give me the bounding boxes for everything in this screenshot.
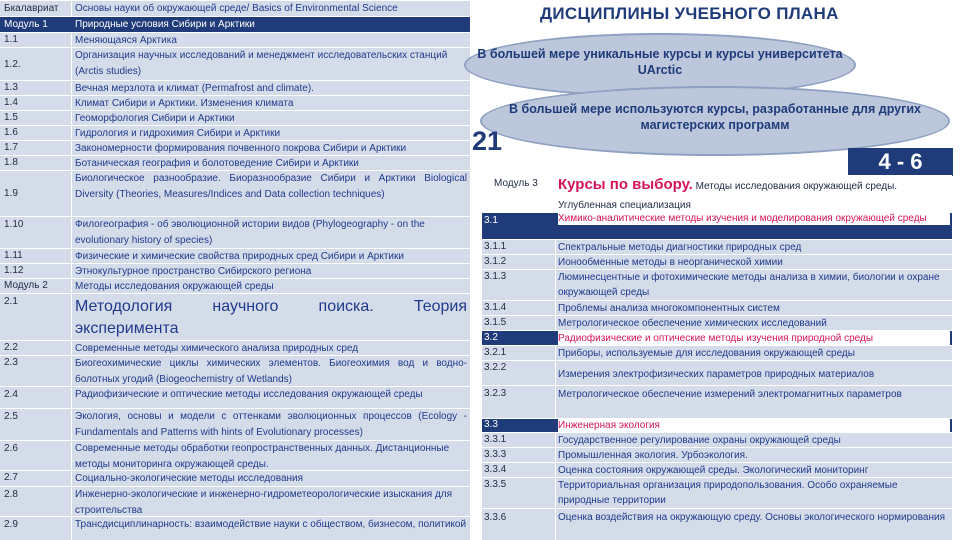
section-row [482, 212, 952, 239]
row-text: Закономерности формирования почвенного покрова Сибири и Арктики [75, 143, 407, 154]
row-code: 2.7 [4, 472, 18, 483]
row-code: 3.3.3 [484, 449, 507, 460]
row-code: 3.2 [484, 332, 498, 343]
row-code: 1.9 [4, 188, 18, 199]
row-code: 2.8 [4, 489, 18, 500]
table-row [482, 432, 952, 447]
row-text: Метрологическое обеспечение химических исследований [558, 318, 827, 329]
row-code: 2.2 [4, 342, 18, 353]
module-code: Модуль 3 [494, 178, 538, 189]
row-code: 1.10 [4, 219, 24, 230]
table-row [0, 155, 470, 170]
row-code: 1.8 [4, 157, 18, 168]
table-row [0, 293, 470, 340]
subheader-text: Углубленная специализация [558, 200, 691, 211]
table-row [0, 216, 470, 248]
subheader-row [482, 197, 952, 212]
table-row [482, 447, 952, 462]
table-row [0, 408, 470, 440]
row-text: Современные методы обработки геопространственных данных. Дистанционные методы мониторинга окружающей среды. [75, 443, 450, 470]
row-code: 2.4 [4, 389, 18, 400]
callout-bubble-other-programs: В большей мере используются курсы, разработанные для других магистерских программ [480, 86, 950, 156]
row-text: Оценка воздействия на окружающую среду. Основы экологического нормирования [558, 512, 946, 523]
row-text: Государственное регулирование охраны окружающей среды [558, 435, 841, 446]
table-row [482, 345, 952, 360]
row-code: Бкалавриат [4, 3, 59, 14]
module-red-title: Курсы по выбору. [558, 176, 693, 193]
row-code: 1.2. [4, 59, 21, 70]
row-code: 1.4 [4, 97, 18, 108]
callout-bubble-uarctic: В большей мере уникальные курсы и курсы университета UArctic [464, 33, 856, 97]
table-row [482, 269, 952, 300]
table-row [0, 516, 470, 540]
table-row [0, 0, 470, 16]
row-text: Современные методы химического анализа природных сред [75, 343, 359, 354]
table-row [0, 470, 470, 486]
left-curriculum-table [0, 0, 470, 540]
table-row [482, 254, 952, 269]
row-code: 1.6 [4, 127, 18, 138]
table-row [482, 462, 952, 477]
row-code: 2.5 [4, 411, 18, 422]
row-text: Социально-экологические методы исследования [75, 473, 304, 484]
row-text: Методология научного поиска. Теория эксперимента [75, 298, 467, 337]
row-text: Методы исследования окружающей среды [75, 281, 274, 292]
row-code: 1.11 [4, 250, 23, 261]
row-code: 1.12 [4, 265, 24, 276]
row-text: Приборы, используемые для исследования окружающей среды [558, 348, 855, 359]
table-row [0, 486, 470, 516]
row-code: 2.1 [4, 296, 18, 307]
row-code: 2.6 [4, 443, 18, 454]
row-text: Радиофизические и оптические методы исследования окружающей среды [75, 389, 423, 400]
row-text: Филогеография - об эволюционной истории видов (Phylogeography - on the evolutionary history of species) [75, 219, 425, 246]
row-code: Модуль 2 [4, 280, 48, 291]
row-text: Оценка состояния окружающей среды. Экологический мониторинг [558, 465, 869, 476]
row-text: Спектральные методы диагностики природных сред [558, 242, 802, 253]
row-text: Территориальная организация природопользования. Особо охраняемые природные территории [558, 480, 898, 506]
row-code: 3.1.4 [484, 302, 507, 313]
table-row [482, 300, 952, 315]
row-code: 2.3 [4, 357, 18, 368]
table-row [0, 278, 470, 293]
table-row [0, 386, 470, 408]
table-row [482, 477, 952, 508]
table-row [482, 360, 952, 385]
row-code: 1.3 [4, 82, 18, 93]
count-21: 21 [472, 126, 503, 156]
module-title [558, 176, 950, 196]
row-code: 1.1 [4, 34, 18, 45]
section-row [482, 418, 952, 432]
row-text: Инженерно-экологические и инженерно-гидрометеорологические изыскания для строительства [75, 489, 453, 516]
table-row [0, 110, 470, 125]
row-text: Этнокультурное пространство Сибирского региона [75, 266, 312, 277]
table-row [482, 385, 952, 418]
table-row [0, 32, 470, 47]
row-text: Природные условия Сибири и Арктики [75, 19, 255, 30]
row-code: 3.1.2 [484, 256, 507, 267]
row-text: Экология, основы и модели с оттенками эволюционных процессов (Ecology - Fundamentals and Patterns with hints of Evolutionary processes) [75, 411, 467, 438]
table-row [0, 80, 470, 95]
row-code: 3.1 [484, 215, 498, 226]
table-row [0, 170, 470, 216]
row-code: 3.3 [484, 419, 498, 430]
row-text: Ботаническая география и болотоведение Сибири и Арктики [75, 158, 359, 169]
row-text: Ионообменные методы в неорганической химии [558, 257, 783, 268]
row-text: Геоморфология Сибири и Арктики [75, 113, 235, 124]
right-elective-table [482, 175, 952, 540]
row-text: Основы науки об окружающей среде/ Basics of Environmental Science [75, 3, 398, 14]
table-row [0, 340, 470, 355]
row-code: 2.9 [4, 519, 18, 530]
row-text: Организация научных исследований и менеджмент исследовательских станций (Arctis studies) [75, 50, 448, 77]
row-code: 3.2.1 [484, 347, 507, 358]
row-code: 3.3.1 [484, 434, 507, 445]
table-row [482, 315, 952, 330]
row-code: 1.5 [4, 112, 18, 123]
row-text: Люминесцентные и фотохимические методы анализа в химии, биологии и охране окружающей среды [558, 272, 940, 298]
row-code: 3.2.3 [484, 388, 507, 399]
table-row [0, 263, 470, 278]
module-header-row [482, 175, 952, 197]
table-row [0, 440, 470, 470]
section-row [482, 330, 952, 345]
row-text: Физические и химические свойства природных сред Сибири и Арктики [75, 251, 404, 262]
row-code: 1.7 [4, 142, 18, 153]
row-code: 3.3.5 [484, 479, 507, 490]
module-row [0, 16, 470, 32]
module-subtitle: Методы исследования окружающей среды. [692, 181, 898, 192]
row-text: Вечная мерзлота и климат (Permafrost and climate). [75, 83, 314, 94]
row-code: 3.1.5 [484, 317, 507, 328]
row-code: 3.2.2 [484, 362, 507, 373]
row-text: Проблемы анализа многокомпонентных систем [558, 303, 780, 314]
table-row [482, 508, 952, 540]
row-text: Меняющаяся Арктика [75, 35, 177, 46]
row-text: Гидрология и гидрохимия Сибири и Арктики [75, 128, 281, 139]
row-code: 3.1.1 [484, 241, 507, 252]
row-text: Трансдисциплинарность: взаимодействие науки с обществом, бизнесом, политикой [75, 519, 467, 530]
row-text: Химико-аналитические методы изучения и моделирования окружающей среды [558, 213, 950, 225]
table-row [0, 355, 470, 386]
table-row [482, 239, 952, 254]
row-code: 3.1.3 [484, 271, 507, 282]
row-text: Биологическое разнообразие. Биоразнообразие Сибири и Арктики Biological Diversity (Theories, Measures/Indices and Data collection techniques) [75, 173, 467, 200]
row-code: Модуль 1 [4, 19, 48, 30]
table-row [0, 125, 470, 140]
row-text: Промышленная экология. Урбоэкология. [558, 450, 748, 461]
row-text: Радиофизические и оптические методы изучения природной среды [558, 331, 950, 346]
row-text: Биогеохимические циклы химических элементов. Биогеохимия вод и водно-болотных угодий (Biogeochemistry of Wetlands) [75, 358, 467, 385]
table-row [0, 140, 470, 155]
row-code: 3.3.4 [484, 464, 507, 475]
row-text: Метрологическое обеспечение измерений электромагнитных параметров [558, 389, 902, 400]
count-4-6: 4 - 6 [848, 148, 953, 176]
row-text: Инженерная экология [558, 418, 950, 433]
table-row [0, 95, 470, 110]
row-code: 3.3.6 [484, 512, 507, 523]
table-row [0, 47, 470, 80]
page-title: ДИСЦИПЛИНЫ УЧЕБНОГО ПЛАНА [540, 4, 839, 23]
table-row [0, 248, 470, 263]
row-text: Измерения электрофизических параметров природных материалов [558, 369, 875, 380]
row-text: Климат Сибири и Арктики. Изменения климата [75, 98, 294, 109]
